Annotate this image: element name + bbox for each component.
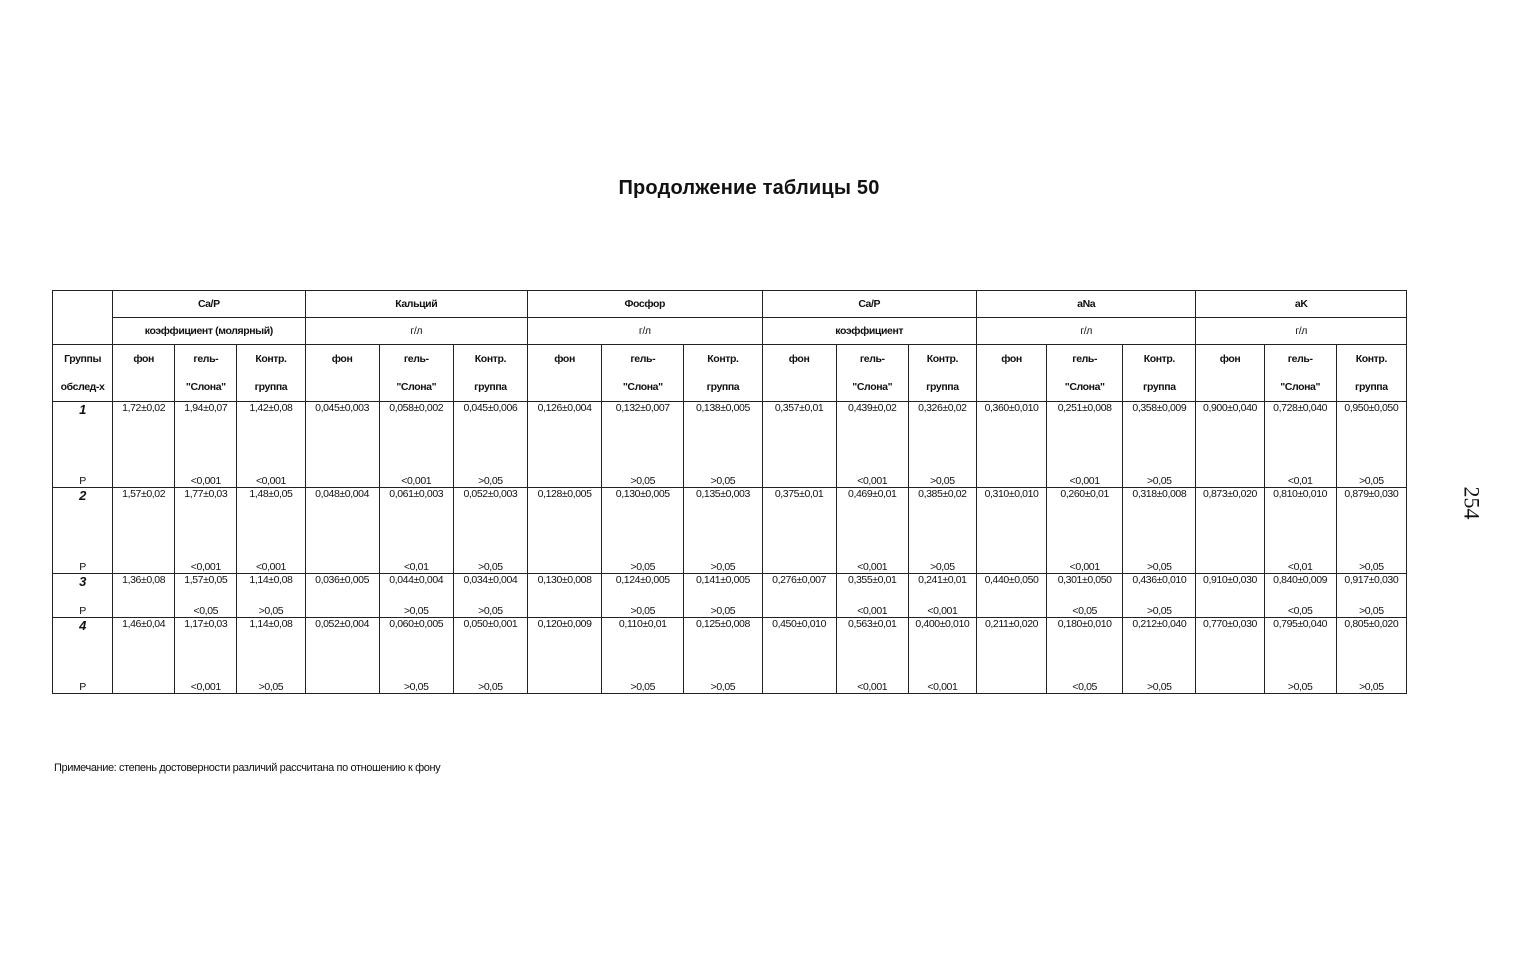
value-cell: 0,052±0,004	[305, 618, 379, 664]
p-value-cell	[976, 664, 1046, 694]
p-value-cell: >0,05	[602, 544, 684, 574]
subheader-line: фон	[133, 353, 154, 365]
subheader-cell	[976, 345, 1046, 402]
p-value-cell	[1196, 544, 1264, 574]
value-cell: 0,358±0,009	[1123, 402, 1196, 458]
p-value-cell: >0,05	[1336, 544, 1406, 574]
subheader-cell	[1047, 345, 1123, 402]
p-value-cell: >0,05	[602, 664, 684, 694]
value-cell: 0,439±0,02	[836, 402, 908, 458]
value-cell: 0,440±0,050	[976, 574, 1046, 601]
value-cell: 0,130±0,008	[528, 574, 602, 601]
value-cell: 0,375±0,01	[762, 488, 836, 544]
p-value-cell: <0,01	[1264, 458, 1336, 488]
p-value-cell	[305, 458, 379, 488]
p-value-cell: >0,05	[453, 601, 527, 618]
page-title: Продолжение таблицы 50	[618, 177, 880, 199]
value-cell: 0,360±0,010	[976, 402, 1046, 458]
value-cell: 1,77±0,03	[175, 488, 237, 544]
subheader-line: "Слона"	[622, 381, 663, 393]
value-cell: 0,326±0,02	[908, 402, 976, 458]
p-value-cell	[762, 664, 836, 694]
p-value-cell	[305, 664, 379, 694]
header-row-units	[53, 318, 1407, 345]
value-cell: 0,212±0,040	[1123, 618, 1196, 664]
row-header-line: обслед-х	[60, 381, 105, 393]
value-cell: 0,128±0,005	[528, 488, 602, 544]
value-cell: 1,57±0,02	[113, 488, 175, 544]
corner-cell	[53, 291, 113, 345]
value-cell: 0,132±0,007	[602, 402, 684, 458]
p-value-cell	[113, 601, 175, 618]
subheader-line: "Слона"	[396, 381, 437, 393]
value-cell: 0,260±0,01	[1047, 488, 1123, 544]
subheader-line: фон	[788, 353, 810, 365]
p-value-cell: <0,001	[836, 458, 908, 488]
value-cell: 0,357±0,01	[762, 402, 836, 458]
subheader-cell	[684, 345, 762, 402]
value-cell: 0,048±0,004	[305, 488, 379, 544]
p-value-cell: <0,001	[836, 601, 908, 618]
p-value-cell: <0,001	[836, 544, 908, 574]
value-cell: 0,873±0,020	[1196, 488, 1264, 544]
subheader-cell	[528, 345, 602, 402]
value-cell: 0,563±0,01	[836, 618, 908, 664]
value-cell: 0,036±0,005	[305, 574, 379, 601]
p-value-cell: <0,001	[175, 458, 237, 488]
results-table	[52, 290, 1407, 694]
group-header: aK	[1196, 291, 1407, 318]
p-value-cell: >0,05	[1123, 544, 1196, 574]
value-cell: 0,385±0,02	[908, 488, 976, 544]
page-number: 254	[1459, 486, 1485, 520]
value-cell: 0,061±0,003	[379, 488, 453, 544]
p-value-cell: >0,05	[237, 601, 305, 618]
value-cell: 1,36±0,08	[113, 574, 175, 601]
p-value-cell: <0,01	[379, 544, 453, 574]
subheader-line: "Слона"	[185, 381, 226, 393]
value-cell: 0,276±0,007	[762, 574, 836, 601]
subheader-line: фон	[331, 353, 353, 365]
p-value-cell: >0,05	[1123, 458, 1196, 488]
p-value-cell: >0,05	[684, 601, 762, 618]
subheader-line: "Слона"	[1280, 381, 1321, 393]
group-number: 3	[53, 574, 113, 601]
p-value-cell	[113, 544, 175, 574]
value-cell: 0,310±0,010	[976, 488, 1046, 544]
p-value-cell	[1196, 664, 1264, 694]
table-row	[53, 402, 1407, 458]
subheader-cell	[453, 345, 527, 402]
p-value-cell: <0,05	[1264, 601, 1336, 618]
p-value-cell: >0,05	[1336, 664, 1406, 694]
value-cell: 0,126±0,004	[528, 402, 602, 458]
value-cell: 1,14±0,08	[237, 618, 305, 664]
value-cell: 0,840±0,009	[1264, 574, 1336, 601]
value-cell: 1,14±0,08	[237, 574, 305, 601]
value-cell: 0,141±0,005	[684, 574, 762, 601]
p-value-cell	[528, 601, 602, 618]
p-value-cell: <0,001	[908, 601, 976, 618]
unit-header: коэффициент (молярный)	[113, 318, 305, 345]
subheader-line: гель-	[403, 353, 429, 365]
p-value-cell: >0,05	[1123, 664, 1196, 694]
subheader-line: гель-	[630, 353, 656, 365]
p-label: P	[53, 544, 113, 574]
value-cell: 0,728±0,040	[1264, 402, 1336, 458]
p-value-cell: <0,001	[1047, 458, 1123, 488]
p-value-cell: >0,05	[379, 601, 453, 618]
p-value-cell: >0,05	[908, 458, 976, 488]
p-value-cell	[113, 664, 175, 694]
table-row	[53, 488, 1407, 544]
p-value-cell: >0,05	[1336, 601, 1406, 618]
value-cell: 0,138±0,005	[684, 402, 762, 458]
value-cell: 0,241±0,01	[908, 574, 976, 601]
subheader-cell	[113, 345, 175, 402]
value-cell: 1,48±0,05	[237, 488, 305, 544]
p-value-cell: >0,05	[602, 458, 684, 488]
table-note: Примечание: степень достоверности различий рассчитана по отношению к фону	[54, 762, 441, 774]
p-value-cell: <0,001	[175, 664, 237, 694]
group-header: aNa	[976, 291, 1195, 318]
subheader-line: Контр.	[926, 353, 958, 365]
subheader-line: группа	[706, 381, 740, 393]
p-value-cell: >0,05	[1123, 601, 1196, 618]
value-cell: 0,917±0,030	[1336, 574, 1406, 601]
header-row-groups	[53, 291, 1407, 318]
unit-header: г/л	[976, 318, 1195, 345]
subheader-line: "Слона"	[852, 381, 893, 393]
subheader-line: гель-	[859, 353, 885, 365]
group-header: Ca/P	[762, 291, 976, 318]
p-value-cell: <0,05	[175, 601, 237, 618]
p-value-cell	[762, 544, 836, 574]
p-value-cell: <0,001	[237, 458, 305, 488]
value-cell: 0,301±0,050	[1047, 574, 1123, 601]
p-value-cell	[976, 601, 1046, 618]
p-value-cell: >0,05	[453, 664, 527, 694]
value-cell: 0,120±0,009	[528, 618, 602, 664]
value-cell: 0,125±0,008	[684, 618, 762, 664]
value-cell: 0,211±0,020	[976, 618, 1046, 664]
table-row	[53, 618, 1407, 664]
subheader-line: фон	[554, 353, 575, 365]
value-cell: 0,124±0,005	[602, 574, 684, 601]
p-row	[53, 458, 1407, 488]
value-cell: 0,034±0,004	[453, 574, 527, 601]
value-cell: 1,57±0,05	[175, 574, 237, 601]
subheader-line: группа	[926, 381, 959, 393]
value-cell: 1,17±0,03	[175, 618, 237, 664]
p-value-cell: <0,001	[908, 664, 976, 694]
p-value-cell	[976, 458, 1046, 488]
p-row	[53, 664, 1407, 694]
p-row	[53, 601, 1407, 618]
subheader-cell	[602, 345, 684, 402]
p-value-cell: >0,05	[453, 544, 527, 574]
unit-header: г/л	[528, 318, 763, 345]
subheader-line: фон	[1001, 353, 1022, 365]
value-cell: 0,910±0,030	[1196, 574, 1264, 601]
p-value-cell	[305, 544, 379, 574]
subheader-line: Контр.	[707, 353, 739, 365]
p-value-cell: >0,05	[453, 458, 527, 488]
p-value-cell	[528, 544, 602, 574]
subheader-line: "Слона"	[1064, 381, 1105, 393]
subheader-cell	[1196, 345, 1264, 402]
row-header-cell	[53, 345, 113, 402]
value-cell: 0,810±0,010	[1264, 488, 1336, 544]
p-value-cell	[762, 458, 836, 488]
value-cell: 0,060±0,005	[379, 618, 453, 664]
p-value-cell: >0,05	[602, 601, 684, 618]
p-value-cell: >0,05	[237, 664, 305, 694]
p-value-cell: >0,05	[908, 544, 976, 574]
p-value-cell: >0,05	[684, 458, 762, 488]
value-cell: 0,805±0,020	[1336, 618, 1406, 664]
p-row	[53, 544, 1407, 574]
value-cell: 0,436±0,010	[1123, 574, 1196, 601]
value-cell: 0,450±0,010	[762, 618, 836, 664]
value-cell: 0,110±0,01	[602, 618, 684, 664]
group-number: 4	[53, 618, 113, 664]
p-value-cell	[1196, 601, 1264, 618]
value-cell: 1,46±0,04	[113, 618, 175, 664]
subheader-line: группа	[1143, 381, 1176, 393]
group-header: Фосфор	[528, 291, 763, 318]
subheader-cell	[1264, 345, 1336, 402]
p-value-cell: >0,05	[1264, 664, 1336, 694]
p-value-cell: >0,05	[379, 664, 453, 694]
p-value-cell: <0,001	[379, 458, 453, 488]
subheader-line: Контр.	[255, 353, 287, 365]
p-value-cell: <0,05	[1047, 664, 1123, 694]
value-cell: 0,900±0,040	[1196, 402, 1264, 458]
value-cell: 0,135±0,003	[684, 488, 762, 544]
subheader-cell	[908, 345, 976, 402]
value-cell: 1,42±0,08	[237, 402, 305, 458]
subheader-line: группа	[254, 381, 288, 393]
value-cell: 0,950±0,050	[1336, 402, 1406, 458]
value-cell: 0,469±0,01	[836, 488, 908, 544]
p-value-cell: <0,05	[1047, 601, 1123, 618]
group-header: Ca/P	[113, 291, 305, 318]
subheader-cell	[305, 345, 379, 402]
row-header-line: Группы	[64, 353, 102, 365]
p-label: P	[53, 458, 113, 488]
p-value-cell	[976, 544, 1046, 574]
subheader-cell	[175, 345, 237, 402]
subheader-cell	[379, 345, 453, 402]
group-header: Кальций	[305, 291, 528, 318]
value-cell: 0,879±0,030	[1336, 488, 1406, 544]
value-cell: 0,045±0,003	[305, 402, 379, 458]
subheader-line: гель-	[193, 353, 219, 365]
value-cell: 1,72±0,02	[113, 402, 175, 458]
p-value-cell	[528, 664, 602, 694]
subheader-line: гель-	[1287, 353, 1313, 365]
subheader-line: Контр.	[1355, 353, 1387, 365]
subheader-line: фон	[1219, 353, 1241, 365]
p-value-cell	[113, 458, 175, 488]
value-cell: 0,251±0,008	[1047, 402, 1123, 458]
p-value-cell: <0,001	[1047, 544, 1123, 574]
value-cell: 0,045±0,006	[453, 402, 527, 458]
p-label: P	[53, 664, 113, 694]
subheader-line: Контр.	[1143, 353, 1175, 365]
subheader-cell	[1336, 345, 1406, 402]
p-label: P	[53, 601, 113, 618]
table-row	[53, 574, 1407, 601]
p-value-cell: <0,001	[175, 544, 237, 574]
value-cell: 0,044±0,004	[379, 574, 453, 601]
subheader-cell	[1123, 345, 1196, 402]
subheader-line: Контр.	[474, 353, 507, 365]
value-cell: 0,795±0,040	[1264, 618, 1336, 664]
unit-header: г/л	[1196, 318, 1407, 345]
subheader-line: группа	[1355, 381, 1388, 393]
p-value-cell: >0,05	[684, 664, 762, 694]
header-row-subheaders	[53, 345, 1407, 402]
group-number: 1	[53, 402, 113, 458]
value-cell: 0,770±0,030	[1196, 618, 1264, 664]
value-cell: 0,052±0,003	[453, 488, 527, 544]
value-cell: 0,355±0,01	[836, 574, 908, 601]
p-value-cell: <0,01	[1264, 544, 1336, 574]
subheader-line: группа	[474, 381, 507, 393]
unit-header: г/л	[305, 318, 528, 345]
value-cell: 1,94±0,07	[175, 402, 237, 458]
p-value-cell	[1196, 458, 1264, 488]
p-value-cell	[528, 458, 602, 488]
value-cell: 0,050±0,001	[453, 618, 527, 664]
value-cell: 0,318±0,008	[1123, 488, 1196, 544]
value-cell: 0,130±0,005	[602, 488, 684, 544]
value-cell: 0,180±0,010	[1047, 618, 1123, 664]
value-cell: 0,058±0,002	[379, 402, 453, 458]
value-cell: 0,400±0,010	[908, 618, 976, 664]
p-value-cell: >0,05	[684, 544, 762, 574]
subheader-cell	[762, 345, 836, 402]
subheader-cell	[836, 345, 908, 402]
p-value-cell: >0,05	[1336, 458, 1406, 488]
p-value-cell	[305, 601, 379, 618]
p-value-cell: <0,001	[836, 664, 908, 694]
subheader-cell	[237, 345, 305, 402]
subheader-line: гель-	[1072, 353, 1098, 365]
p-value-cell	[762, 601, 836, 618]
unit-header: коэффициент	[762, 318, 976, 345]
group-number: 2	[53, 488, 113, 544]
p-value-cell: <0,001	[237, 544, 305, 574]
